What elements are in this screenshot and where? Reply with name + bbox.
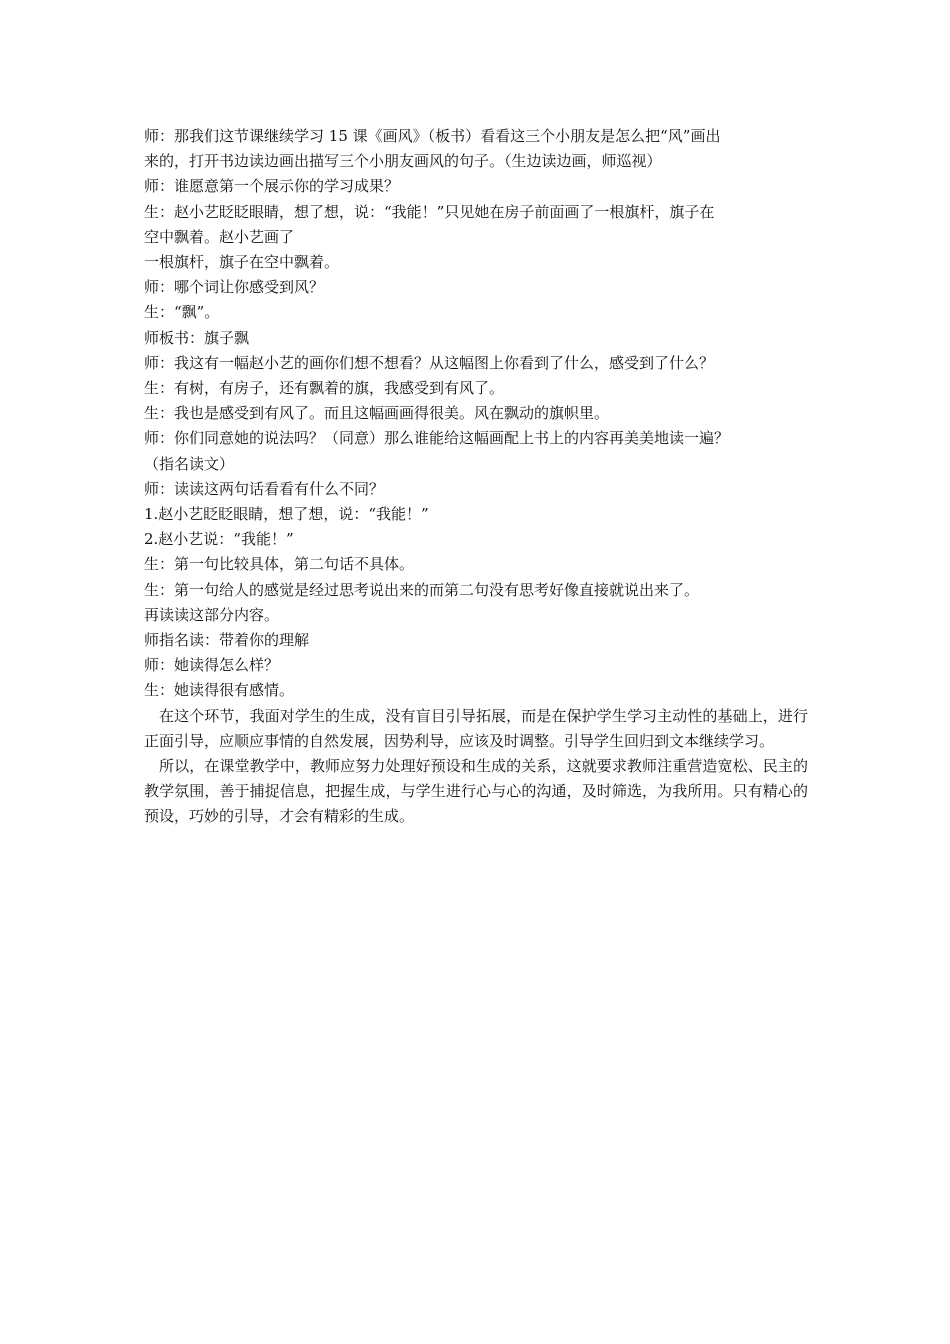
text-line: 师：那我们这节课继续学习 15 课《画风》（板书）看看这三个小朋友是怎么把“风”画出: [144, 127, 721, 145]
text-line: 生：第一句给人的感觉是经过思考说出来的而第二句没有思考好像直接就说出来了。: [144, 580, 700, 599]
text-line: 师：我这有一幅赵小艺的画你们想不想看？从这幅图上你看到了什么，感受到了什么？: [144, 353, 715, 372]
text-line: 1.赵小艺眨眨眼睛，想了想，说：“我能！”: [144, 505, 429, 524]
text-line: 再读读这部分内容。: [144, 605, 280, 624]
reflection-paragraph: 在这个环节，我面对学生的生成，没有盲目引导拓展，而是在保护学生学习主动性的基础上，进行正面引导，应顺应事情的自然发展，因势利导，应该及时调整。引导学生回归到文本继续学习。: [144, 706, 808, 750]
text-line: 来的，打开书边读边画出描写三个小朋友画风的句子。（生边读边画，师巡视）: [144, 152, 662, 171]
text-line: 师：她读得怎么样？: [144, 656, 280, 675]
text-line: 一根旗杆，旗子在空中飘着。: [144, 253, 340, 272]
document-page: [144, 124, 808, 830]
text-line: 师：谁愿意第一个展示你的学习成果？: [144, 177, 400, 196]
text-line: 生：第一句比较具体，第二句话不具体。: [144, 555, 415, 574]
text-line: 师板书：旗子飘: [144, 328, 250, 347]
text-line: 师：哪个词让你感受到风？: [144, 278, 325, 297]
text-line: 生：“飘”。: [144, 303, 220, 322]
text-line: 生：赵小艺眨眨眼睛，想了想，说：“我能！”只见她在房子前面画了一根旗杆，旗子在: [144, 202, 715, 221]
text-line: 2.赵小艺说：“我能！”: [144, 530, 294, 549]
text-line: （指名读文）: [144, 454, 235, 473]
text-line: 师：你们同意她的说法吗？（同意）那么谁能给这幅画配上书上的内容再美美地读一遍？: [144, 429, 730, 448]
text-line: 师指名读：带着你的理解: [144, 631, 310, 650]
text-line: 生：她读得很有感情。: [144, 681, 295, 700]
text-line: 空中飘着。赵小艺画了: [144, 227, 295, 246]
text-line: 生：我也是感受到有风了。而且这幅画画得很美。风在飘动的旗帜里。: [144, 404, 610, 423]
text-line: 师：读读这两句话看看有什么不同？: [144, 479, 385, 498]
text-line: 生：有树，有房子，还有飘着的旗，我感受到有风了。: [144, 379, 505, 398]
conclusion-paragraph: 所以，在课堂教学中，教师应努力处理好预设和生成的关系，这就要求教师注重营造宽松、民主的教学氛围，善于捕捉信息，把握生成，与学生进行心与心的沟通，及时筛选，为我所用。只有精心的预设，巧妙的引导，才会有精彩的生成。: [144, 757, 808, 826]
